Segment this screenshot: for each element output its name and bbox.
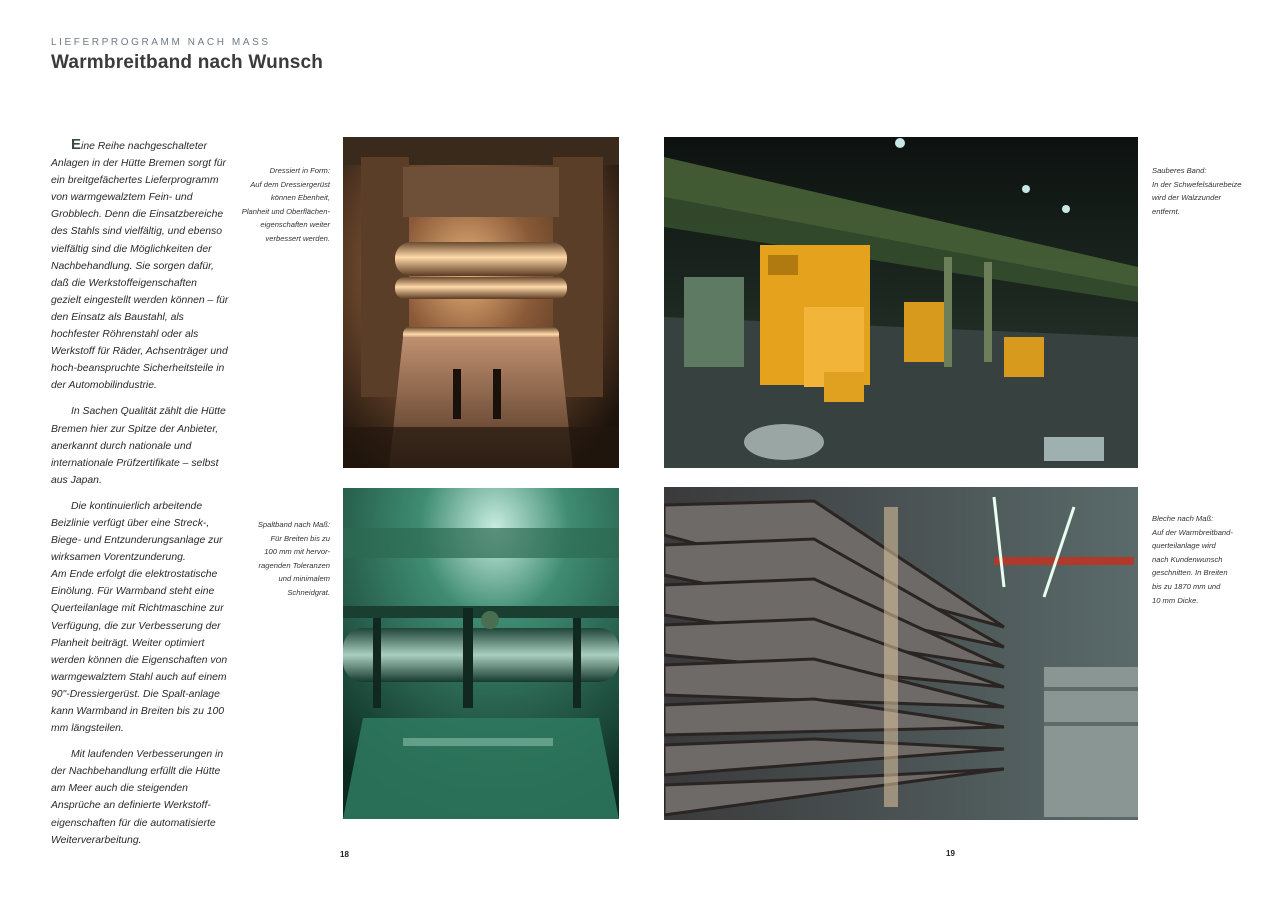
caption-bleche — [1152, 512, 1262, 607]
caption-line: eigenschaften weiter — [260, 220, 330, 230]
caption-line: geschnitten. In Breiten — [1152, 568, 1228, 578]
photo-pickling-line — [664, 137, 1138, 468]
page-title: Warmbreitband nach Wunsch — [51, 52, 324, 73]
caption-line: und minimalem — [278, 574, 330, 584]
body-paragraph-4: Mit laufenden Verbesserungen in der Nachbehandlung erfüllt die Hütte am Meer auch die steigenden Ansprüche an definierte Werkstoff-eigenschaften für die automatisierte Weiterverarbeitung. — [51, 749, 224, 846]
caption-line: Auf dem Dressiergerüst — [250, 179, 330, 189]
page-number-right: 19 — [946, 849, 955, 858]
body-paragraph-3: Die kontinuierlich arbeitende Beizlinie verfügt über eine Streck-, Biege- und Entzunderungsanlage zur wirksamen Vorentzunderung. — [51, 500, 223, 564]
body-paragraph-3b: Am Ende erfolgt die elektrostatische Einölung. Für Warmband steht eine Querteilanlage mit Richtmaschine zur Verfügung, die zur Verbesserung der Planheit beiträgt. Weiter optimiert werden können die Eigenschaften von warmgewalztem Stahl auch auf einem 90"-Dressiergerüst. Die Spalt-anlage kann Warmband in Breiten bis zu 100 mm längsteilen. — [51, 569, 228, 735]
caption-line: wird der Walzzunder — [1152, 193, 1222, 203]
caption-line: Planheit und Oberflächen- — [241, 206, 330, 216]
caption-line: nach Kundenwunsch — [1152, 554, 1223, 564]
caption-line: Bleche nach Maß: — [1152, 514, 1214, 523]
caption-line: In der Schwefelsäurebeize — [1152, 179, 1242, 189]
caption-line: Sauberes Band: — [1152, 166, 1207, 175]
caption-line: ragenden Toleranzen — [258, 560, 330, 570]
body-text — [51, 136, 229, 858]
caption-line: Spaltband nach Maß: — [257, 520, 330, 529]
caption-line: querteilanlage wird — [1152, 541, 1216, 551]
body-paragraph-1 — [51, 136, 229, 394]
section-kicker: LIEFERPROGRAMM NACH MASS — [51, 37, 271, 48]
caption-line: bis zu 1870 mm und — [1152, 581, 1221, 591]
caption-dressiert — [232, 164, 330, 246]
body-paragraph-2: In Sachen Qualität zählt die Hütte Bremen hier zur Spitze der Anbieter, anerkannt durch nationale und internationale Prüfzertifikate – selbst aus Japan. — [51, 406, 226, 486]
caption-line: 10 mm Dicke. — [1152, 595, 1199, 605]
body-paragraph-1-text: ine Reihe nachgeschalteter Anlagen in der Hütte Bremen sorgt für ein breitgefächertes Lieferprogramm von warmgewalztem Fein- und Grobblech. Denn die Einsatzbereiche des Stahls sind vielfältig, und ebenso vielfältig sind die Möglichkeiten der Nachbehandlung. Sie sorgen dafür, daß die Werkstoffeigenschaften gezielt eingestellt werden können – für den Einsatz als Baustahl, als hochfester Röhrenstahl oder als Werkstoff für Räder, Achsenträger und hoch-beanspruchte Sicherheitsteile in der Automobilindustrie. — [51, 141, 229, 392]
caption-line: Schneidgrat. — [287, 587, 330, 597]
caption-line: Auf der Warmbreitband- — [1152, 527, 1233, 537]
caption-sauberes — [1152, 164, 1262, 218]
photo-steel-plates — [664, 487, 1138, 820]
page-number-left: 18 — [340, 850, 349, 859]
photo-slitting-line — [343, 488, 619, 819]
caption-line: Dressiert in Form: — [269, 166, 330, 175]
photo-temper-mill — [343, 137, 619, 468]
caption-spaltband — [232, 518, 330, 600]
caption-line: 100 mm mit hervor- — [264, 547, 330, 557]
caption-line: Für Breiten bis zu — [270, 533, 330, 543]
caption-line: können Ebenheit, — [270, 193, 330, 203]
caption-line: entfernt. — [1152, 206, 1180, 216]
drop-cap: E — [71, 136, 82, 153]
caption-line: verbessert werden. — [265, 233, 330, 243]
